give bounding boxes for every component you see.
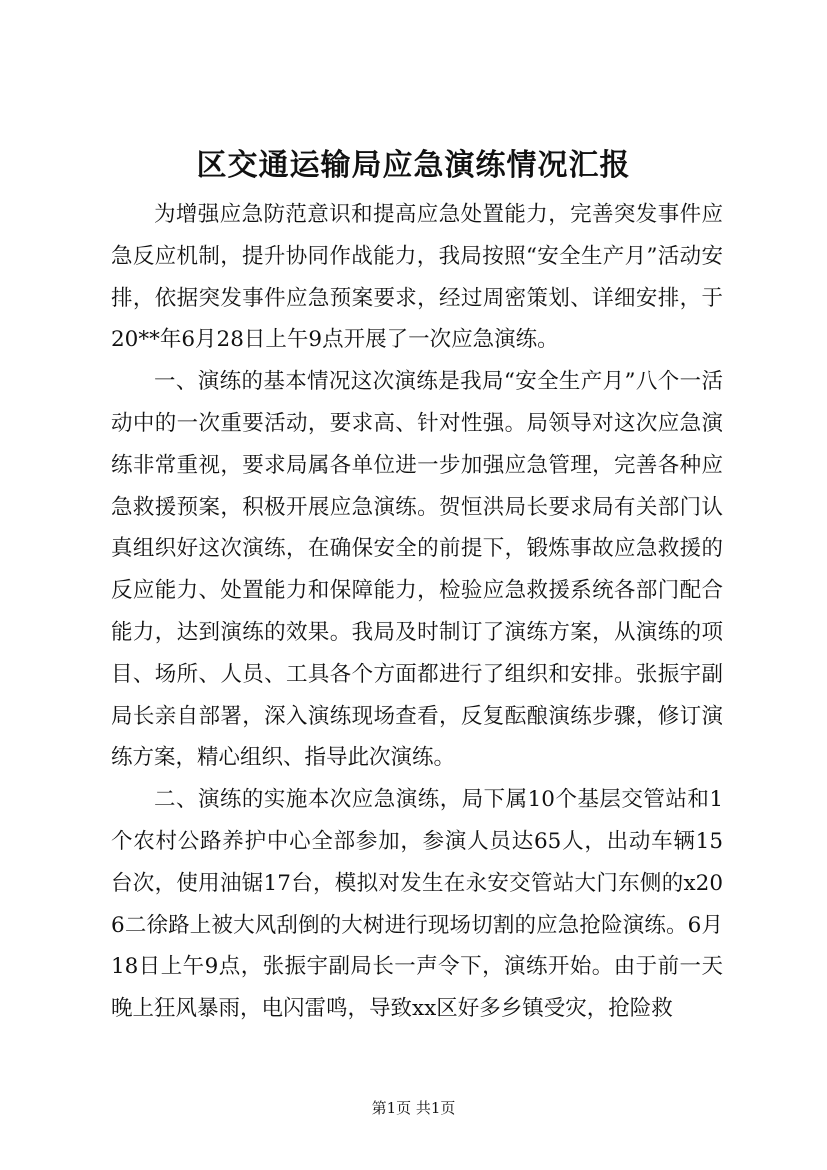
paragraph-intro: 为增强应急防范意识和提高应急处置能力，完善突发事件应急反应机制，提升协同作战能力，我局按照“安全生产月”活动安排，依据突发事件应急预案要求，经过周密策划、详细安排，于20**年6月28日上午9点开展了一次应急演练。 xyxy=(111,202,723,353)
document-title: 区交通运输局应急演练情况汇报 xyxy=(196,148,631,183)
paragraph-basic-situation: 一、演练的基本情况这次演练是我局“安全生产月”八个一活动中的一次重要活动，要求高、针对性强。局领导对这次应急演练非常重视，要求局属各单位进一步加强应急管理，完善各种应急救援预案，积极开展应急演练。贺恒洪局长要求局有关部门认真组织好这次演练，在确保安全的前提下，锻炼事故应急救援的反应能力、处置能力和保障能力，检验应急救援系统各部门配合能力，达到演练的效果。我局及时制订了演练方案，从演练的项目、场所、人员、工具各个方面都进行了组织和安排。张振宇副局长亲自部署，深入演练现场查看，反复酝酿演练步骤，修订演练方案，精心组织、指导此次演练。 xyxy=(111,369,723,771)
paragraph-implementation: 二、演练的实施本次应急演练，局下属10个基层交管站和1个农村公路养护中心全部参加，参演人员达65人，出动车辆15台次，使用油锯17台，模拟对发生在永安交管站大门东侧的x206二徐路上被大风刮倒的大树进行现场切割的应急抢险演练。6月18日上午9点，张振宇副局长一声令下，演练开始。由于前一天晚上狂风暴雨，电闪雷鸣，导致xx区好多乡镇受灾，抢险救 xyxy=(111,787,723,1022)
document-body xyxy=(111,194,723,1030)
page-footer: 第1页 共1页 xyxy=(371,1099,456,1117)
